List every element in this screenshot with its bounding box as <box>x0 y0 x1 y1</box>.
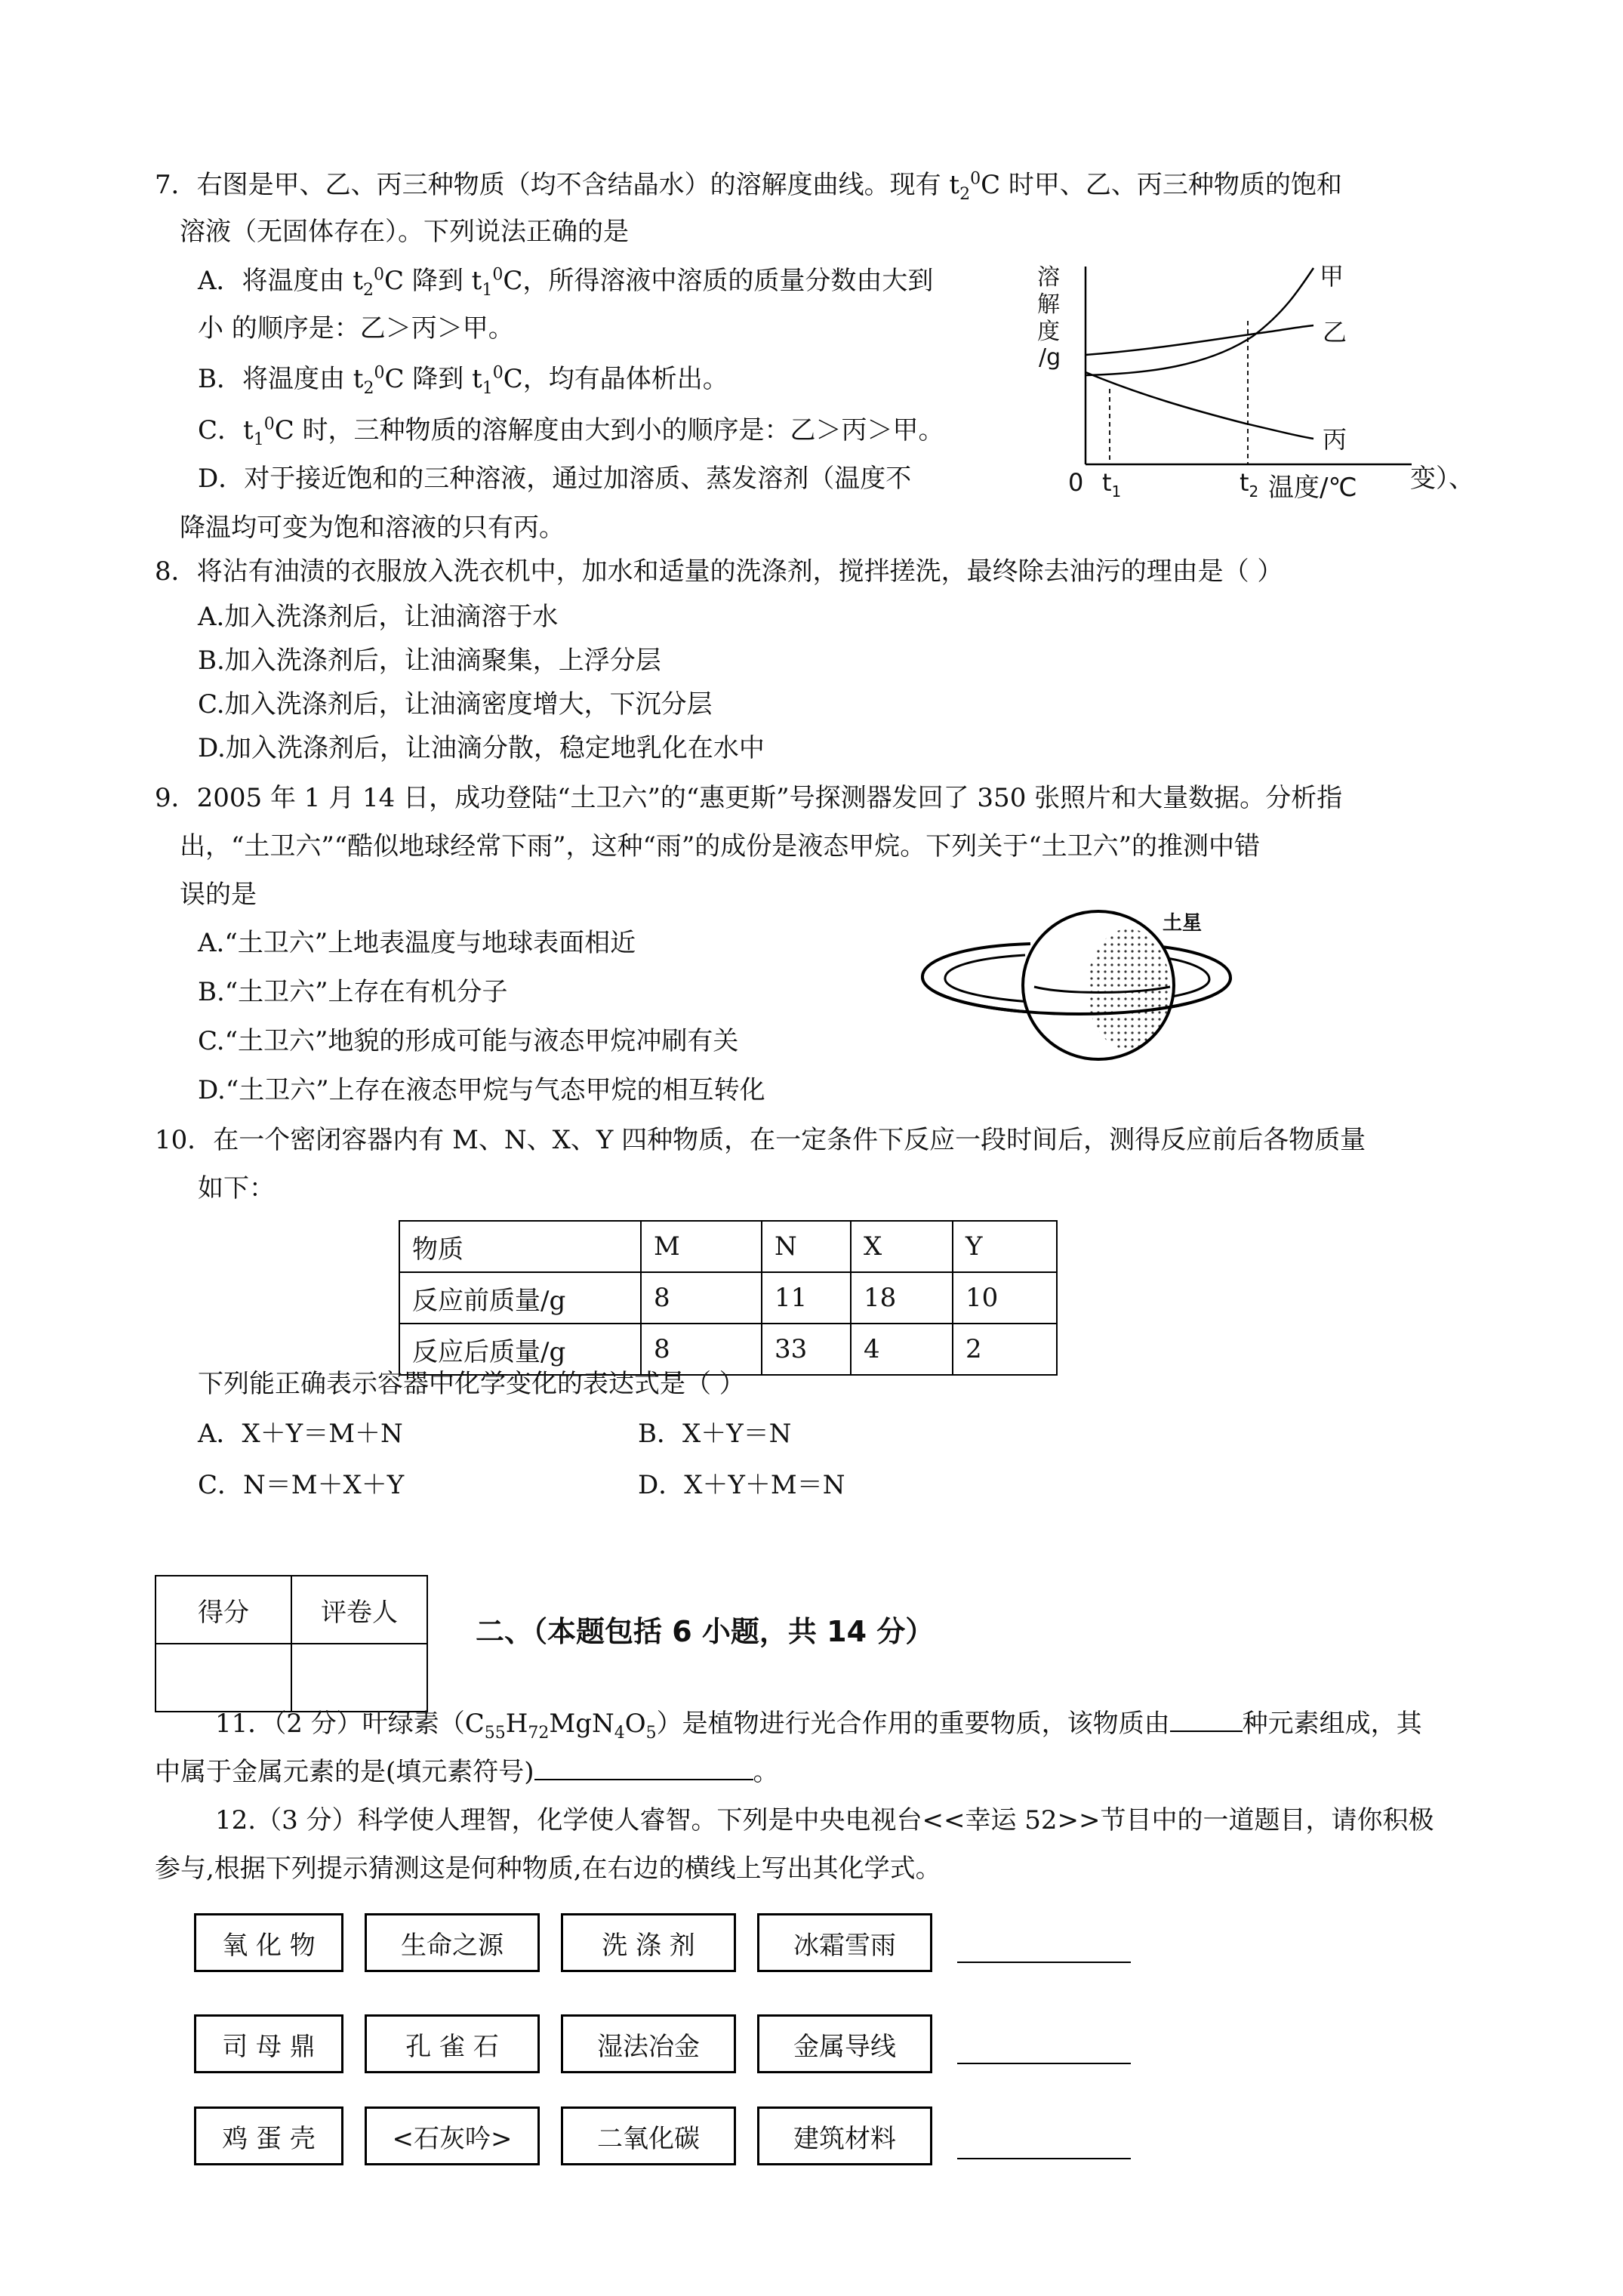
q8-option-c: C.加入洗涤剂后，让油滴密度增大，下沉分层 <box>198 689 713 720</box>
q7-option-d-line1: D．对于接近饱和的三种溶液，通过加溶质、蒸发溶剂（温度不 <box>198 464 912 494</box>
score-table <box>155 1575 428 1712</box>
q11-blank-2[interactable] <box>534 1758 753 1780</box>
q7-option-d-line2: 降温均可变为饱和溶液的只有丙。 <box>180 513 565 543</box>
q10-stem-line2: 如下： <box>198 1173 275 1203</box>
clue-box: 二氧化碳 <box>561 2106 736 2165</box>
grader-input[interactable] <box>291 1644 427 1712</box>
q9-option-c: C.“土卫六”地貌的形成可能与液态甲烷冲刷有关 <box>198 1026 739 1056</box>
clue-box: 洗 涤 剂 <box>561 1913 736 1972</box>
table-row <box>156 1644 427 1712</box>
table-cell: 8 <box>641 1324 762 1375</box>
x-axis-label: 温度/℃ <box>1268 473 1357 503</box>
clue-box: 生命之源 <box>365 1913 540 1972</box>
table-row <box>156 1576 427 1644</box>
y-label-3: 度 <box>1037 319 1060 345</box>
curve-bing <box>1086 372 1313 439</box>
saturn-illustration <box>913 902 1246 1061</box>
clue-box: 建筑材料 <box>757 2106 932 2165</box>
saturn-label: 土星 <box>1163 912 1203 935</box>
q7-stem-line2: 溶液（无固体存在）。下列说法正确的是 <box>180 217 629 247</box>
q7-option-a-line2: 小 的顺序是：乙＞丙＞甲。 <box>198 313 514 344</box>
table-header-cell: Y <box>953 1221 1057 1272</box>
q9-option-d: D.“土卫六”上存在液态甲烷与气态甲烷的相互转化 <box>198 1075 765 1105</box>
label-t2: $t_2$ <box>1240 468 1259 501</box>
q9-stem-line1: 9．2005 年 1 月 14 日，成功登陆“土卫六”的“惠更斯”号探测器发回了 350 张照片和大量数据。分析指 <box>155 783 1343 813</box>
answer-line-2[interactable] <box>957 2063 1131 2064</box>
q10-option-a: A．X＋Y＝M＋N <box>198 1419 403 1449</box>
q10-option-b: B．X＋Y＝N <box>638 1419 792 1449</box>
clue-box: 冰霜雪雨 <box>757 1913 932 1972</box>
answer-line-3[interactable] <box>957 2158 1131 2159</box>
clue-box: 氧 化 物 <box>194 1913 343 1972</box>
clue-box: 孔 雀 石 <box>365 2014 540 2073</box>
y-label-1: 溶 <box>1037 264 1060 291</box>
q12-line2: 参与,根据下列提示猜测这是何种物质,在右边的横线上写出其化学式。 <box>155 1854 941 1884</box>
solubility-chart <box>1034 260 1487 510</box>
q7-option-b: B．将温度由 $t_2^0C$ 降到 $t_1^0C$，均有晶体析出。 <box>198 363 728 398</box>
table-header-cell: N <box>762 1221 851 1272</box>
q9-option-a: A.“土卫六”上地表温度与地球表面相近 <box>198 928 636 958</box>
label-origin: 0 <box>1068 468 1084 497</box>
section2-title: 二、（本题包括 6 小题，共 14 分） <box>476 1615 935 1648</box>
table-row <box>399 1221 1057 1272</box>
curve-jia <box>1086 268 1313 375</box>
q11-blank-1[interactable] <box>1170 1709 1243 1732</box>
q7-option-a-line1: A．将温度由 $t_2^0C$ 降到 $t_1^0C$，所得溶液中溶质的质量分数由大到 <box>198 265 934 300</box>
y-label-4: /g <box>1039 344 1061 371</box>
q9-option-b: B.“土卫六”上存在有机分子 <box>198 977 508 1007</box>
q9-stem-line2: 出，“土卫六”“酷似地球经常下雨”，这种“雨”的成份是液态甲烷。下列关于“土卫六”的推测中错 <box>180 831 1261 861</box>
q7-stem-line1: 7．右图是甲、乙、丙三种物质（均不含结晶水）的溶解度曲线。现有 $t_2^0C$ 时甲、乙、丙三种物质的饱和 <box>155 169 1342 204</box>
table-header-cell: X <box>851 1221 953 1272</box>
mass-table <box>399 1220 1058 1376</box>
table-cell: 反应前质量/g <box>399 1272 641 1324</box>
q7-option-c: C．$t_1^0C$ 时，三种物质的溶解度由大到小的顺序是：乙＞丙＞甲。 <box>198 415 944 449</box>
clue-box: <石灰吟> <box>365 2106 540 2165</box>
q11-line2: 中属于金属元素的是(填元素符号) 。 <box>155 1757 779 1787</box>
y-label-2: 解 <box>1037 291 1060 318</box>
table-cell: 反应后质量/g <box>399 1324 641 1375</box>
label-bing: 丙 <box>1323 425 1347 454</box>
q11-line1: 11．（2 分）叶绿素$(C_{55}H_{72}MgN_4O_5)$是植物进行光合作用的重要物质，该物质由 种元素组成，其 <box>215 1709 1422 1743</box>
table-cell: 10 <box>953 1272 1057 1324</box>
grader-label: 评卷人 <box>291 1576 427 1644</box>
curve-yi <box>1086 325 1313 355</box>
q10-option-c: C．N＝M＋X＋Y <box>198 1470 405 1500</box>
table-row <box>399 1324 1057 1375</box>
q8-stem: 8．将沾有油渍的衣服放入洗衣机中，加水和适量的洗涤剂，搅拌搓洗，最终除去油污的理由是（ ） <box>155 556 1283 587</box>
table-cell: 33 <box>762 1324 851 1375</box>
answer-line-1[interactable] <box>957 1962 1131 1963</box>
q8-option-d: D.加入洗涤剂后，让油滴分散，稳定地乳化在水中 <box>198 733 765 763</box>
q12-line1: 12.（3 分）科学使人理智，化学使人睿智。下列是中央电视台<<幸运 52>>节目中的一道题目，请你积极 <box>215 1805 1434 1835</box>
clue-box: 司 母 鼎 <box>194 2014 343 2073</box>
table-cell: 4 <box>851 1324 953 1375</box>
label-jia: 甲 <box>1320 262 1344 291</box>
q7-option-d-tail: 变）、 <box>1410 464 1474 494</box>
q10-option-d: D．X＋Y＋M＝N <box>638 1470 845 1500</box>
table-cell: 8 <box>641 1272 762 1324</box>
score-label: 得分 <box>156 1576 291 1644</box>
table-cell: 11 <box>762 1272 851 1324</box>
q10-question: 下列能正确表示容器中化学变化的表达式是（ ） <box>198 1369 745 1399</box>
table-cell: 2 <box>953 1324 1057 1375</box>
y-axis-label <box>1037 264 1061 371</box>
clue-box: 鸡 蛋 壳 <box>194 2106 343 2165</box>
q9-stem-line3: 误的是 <box>180 880 257 910</box>
label-t1: $t_1$ <box>1102 468 1122 501</box>
q8-option-b: B.加入洗涤剂后，让油滴聚集，上浮分层 <box>198 646 661 676</box>
table-header-cell: 物质 <box>399 1221 641 1272</box>
q10-stem-line1: 10．在一个密闭容器内有 M、N、X、Y 四种物质，在一定条件下反应一段时间后，测得反应前后各物质量 <box>155 1125 1366 1155</box>
clue-box: 湿法冶金 <box>561 2014 736 2073</box>
label-yi: 乙 <box>1323 318 1347 347</box>
q8-option-a: A.加入洗涤剂后，让油滴溶于水 <box>198 602 559 632</box>
table-header-cell: M <box>641 1221 762 1272</box>
table-cell: 18 <box>851 1272 953 1324</box>
clue-box: 金属导线 <box>757 2014 932 2073</box>
score-input[interactable] <box>156 1644 291 1712</box>
table-row <box>399 1272 1057 1324</box>
